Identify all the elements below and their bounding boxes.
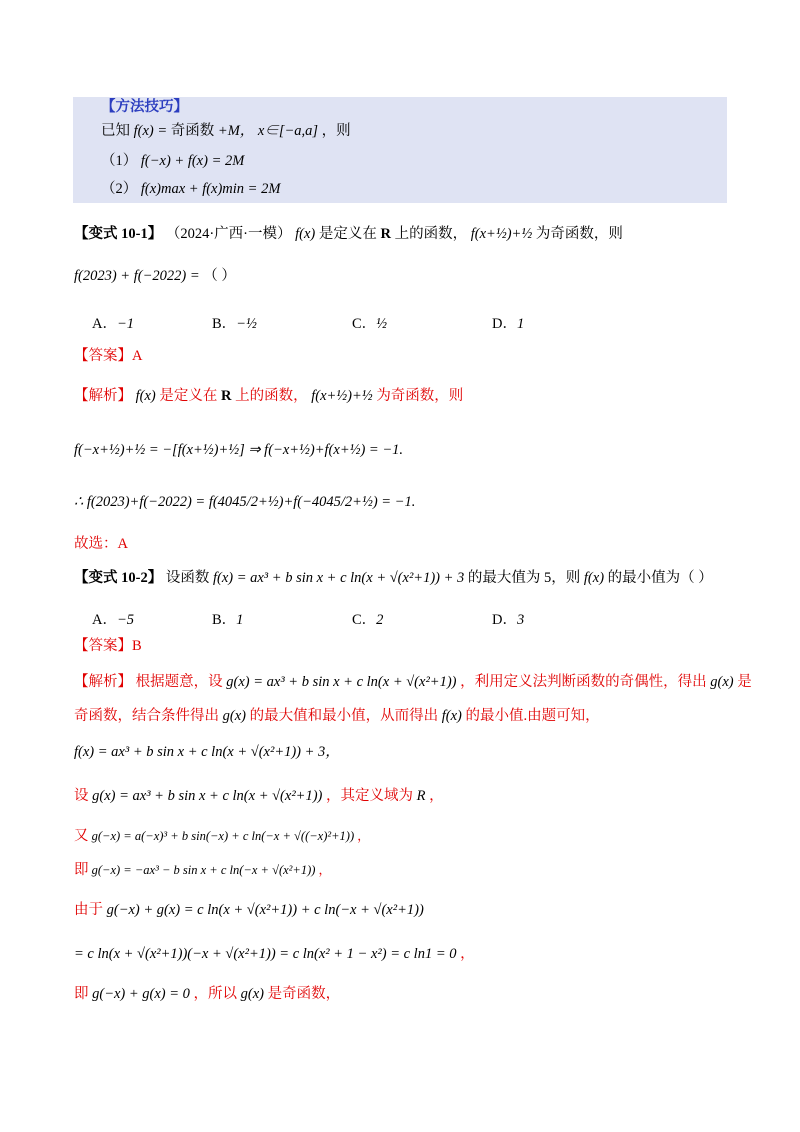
q2-a-line9-g: g(x) (240, 986, 265, 1002)
q2-a-line6-expr: g(−x) = −ax³ − b sin x + c ln(−x + √(x²+1)) (91, 863, 316, 877)
q2-a-line4-g: g(x) = ax³ + b sin x + c ln(x + √(x²+1)) (92, 788, 323, 804)
q2-analysis-line-5 (74, 826, 370, 846)
q2-a-line9-3: 是奇函数， (267, 986, 341, 1002)
q2-analysis-line-6 (74, 860, 331, 880)
q2-a-line2-2: 的最大值和最小值，从而得出 (249, 708, 439, 724)
q1-answer-label: 【答案】 (74, 348, 132, 364)
q1-question-expr: f(2023) + f(−2022) = (74, 268, 200, 284)
q1-option-a-letter: A． (92, 316, 117, 332)
tips-line1-f: f(x) = (133, 123, 171, 139)
q2-analysis-label: 【解析】 (74, 674, 132, 690)
q1-option-d (492, 312, 524, 333)
q2-a-line8-expr: = c ln(x + √(x²+1))(−x + √(x²+1)) = c ln(x² + 1 − x²) = c ln1 = 0 (74, 946, 457, 962)
q2-stem-f: f(x) (583, 570, 605, 586)
q2-analysis-line-4 (74, 786, 444, 806)
q2-a-line2-g: g(x) (222, 708, 246, 724)
method-tips-box (73, 97, 727, 203)
q2-stem-expr: f(x) = ax³ + b sin x + c ln(x + √(x²+1)) + 3 (212, 570, 465, 586)
q2-a-line4-1: 设 (74, 788, 89, 804)
q1-step-2: ∴ f(2023)+f(−2022) = f(4045/2+½)+f(−4045/2+½) = −1. (74, 494, 416, 510)
q1-label: 【变式 10-1】 (74, 226, 163, 242)
q2-a-line9-expr: g(−x) + g(x) = 0 (92, 986, 190, 1002)
q2-answer-label: 【答案】 (74, 638, 132, 654)
q2-analysis-line-3: f(x) = ax³ + b sin x + c ln(x + √(x²+1)) + 3， (74, 744, 340, 760)
q2-analysis-line-7 (74, 900, 424, 920)
q2-a-text1: 根据题意，设 (135, 674, 223, 690)
q2-a-line9-1: 即 (74, 986, 89, 1002)
q1-option-a (92, 312, 134, 333)
q2-analysis-line-9 (74, 984, 340, 1004)
q2-stem (74, 568, 713, 588)
q1-answer (74, 346, 142, 366)
q2-stem-text1: 设函数 (165, 570, 210, 586)
q1-analysis-text2: 上的函数， (235, 388, 308, 404)
q2-analysis-line-8 (74, 944, 475, 964)
q2-a-line2-1: 奇函数，结合条件得出 (74, 708, 219, 724)
tips-line-3 (101, 179, 280, 199)
q1-analysis-expr: f(x+½)+½ (311, 388, 373, 404)
q2-a-line4-3: ， (429, 788, 444, 804)
q1-stem-text1: 是定义在 (318, 226, 377, 242)
q2-option-d-value: 3 (516, 612, 525, 628)
q1-conclusion: 故选：A (74, 536, 128, 552)
q2-a-line6-1: 即 (74, 862, 89, 878)
q2-a-line7-expr: g(−x) + g(x) = c ln(x + √(x²+1)) + c ln(−x + √(x²+1)) (106, 902, 424, 918)
q1-option-a-value: −1 (116, 316, 135, 332)
tips-title: 【方法技巧】 (101, 99, 188, 115)
q1-stem-R: R (380, 226, 391, 242)
q1-option-b-letter: B． (212, 316, 237, 332)
q2-label: 【变式 10-2】 (74, 570, 163, 586)
tips-line-2 (101, 151, 244, 171)
q1-option-c (352, 312, 387, 333)
q2-a-line7-1: 由于 (74, 902, 103, 918)
tips-line2-num: （1） (101, 153, 138, 169)
tips-line3-num: （2） (101, 181, 138, 197)
q1-stem-text3: 为奇函数，则 (535, 226, 623, 242)
q2-a-line2-3: 的最小值.由题可知， (465, 708, 600, 724)
q2-a-line8-2: ， (460, 946, 475, 962)
q2-a-g: g(x) = ax³ + b sin x + c ln(x + √(x²+1)) (226, 674, 457, 690)
q2-option-b (212, 608, 243, 629)
q2-option-d-letter: D． (492, 612, 517, 628)
tips-line-1 (101, 121, 351, 141)
q2-a-line2-f: f(x) (441, 708, 462, 724)
tips-line3-expr: f(x)max + f(x)min = 2M (140, 181, 281, 197)
q2-a-gx: g(x) (710, 674, 734, 690)
q2-a-line4-2: ，其定义域为 (326, 788, 413, 804)
tips-line1-pre: 已知 (101, 123, 130, 139)
q2-option-b-value: 1 (236, 612, 244, 628)
tips-line1-mid: 奇函数 (170, 123, 215, 139)
q1-analysis-f: f(x) (135, 388, 156, 404)
q1-stem (74, 224, 623, 244)
tips-line1-post: ，则 (321, 123, 351, 139)
q2-a-line5-1: 又 (74, 828, 89, 844)
q2-option-c-letter: C． (352, 612, 377, 628)
q1-analysis-text1: 是定义在 (159, 388, 218, 404)
q2-stem-text3: 的最小值为（ ） (607, 570, 713, 586)
q1-step-1: f(−x+½)+½ = −[f(x+½)+½] ⇒ f(−x+½)+f(x+½) = −1. (74, 442, 403, 458)
q1-stem-f: f(x) (295, 226, 316, 242)
q2-a-text2: ，利用定义法判断函数的奇偶性，得出 (460, 674, 707, 690)
q1-option-d-letter: D． (492, 316, 517, 332)
q2-answer (74, 636, 142, 656)
q2-option-d (492, 608, 524, 629)
q1-option-c-letter: C． (352, 316, 377, 332)
q2-analysis-line-1 (74, 672, 752, 692)
q2-a-line5-2: ， (357, 829, 370, 843)
q1-answer-value: A (132, 348, 143, 364)
q2-a-text3: 是 (737, 674, 752, 690)
q1-stem-text2: 上的函数， (394, 226, 468, 242)
q2-a-line9-2: ，所以 (193, 986, 238, 1002)
q1-option-b-value: −½ (236, 316, 257, 332)
tips-line1-m: +M， x∈[−a,a] (217, 123, 319, 139)
q1-source: （2024·广西·一模） (165, 226, 292, 242)
q1-analysis (74, 386, 463, 406)
q2-option-c (352, 608, 383, 629)
tips-line2-expr: f(−x) + f(x) = 2M (140, 153, 245, 169)
q2-option-b-letter: B． (212, 612, 237, 628)
q1-question (74, 266, 236, 286)
q2-option-a (92, 608, 134, 629)
q2-analysis-line-2 (74, 706, 600, 726)
q2-answer-value: B (132, 638, 142, 654)
q1-option-c-value: ½ (376, 316, 388, 332)
q2-option-c-value: 2 (376, 612, 384, 628)
q2-a-line6-2: ， (318, 863, 332, 877)
q2-a-line5-expr: g(−x) = a(−x)³ + b sin(−x) + c ln(−x + √((−x)²+1)) (91, 829, 355, 843)
q1-stem-expr: f(x+½)+½ (470, 226, 533, 242)
q1-analysis-label: 【解析】 (74, 388, 132, 404)
q1-analysis-text3: 为奇函数，则 (376, 388, 464, 404)
q1-option-b (212, 312, 257, 333)
q1-option-d-value: 1 (516, 316, 525, 332)
q2-option-a-letter: A． (92, 612, 117, 628)
q2-option-a-value: −5 (116, 612, 135, 628)
q2-stem-text2: 的最大值为 5，则 (467, 570, 581, 586)
q1-paren: （ ） (203, 268, 236, 284)
q1-analysis-R: R (221, 388, 232, 404)
q2-a-line4-R: R (416, 788, 426, 804)
